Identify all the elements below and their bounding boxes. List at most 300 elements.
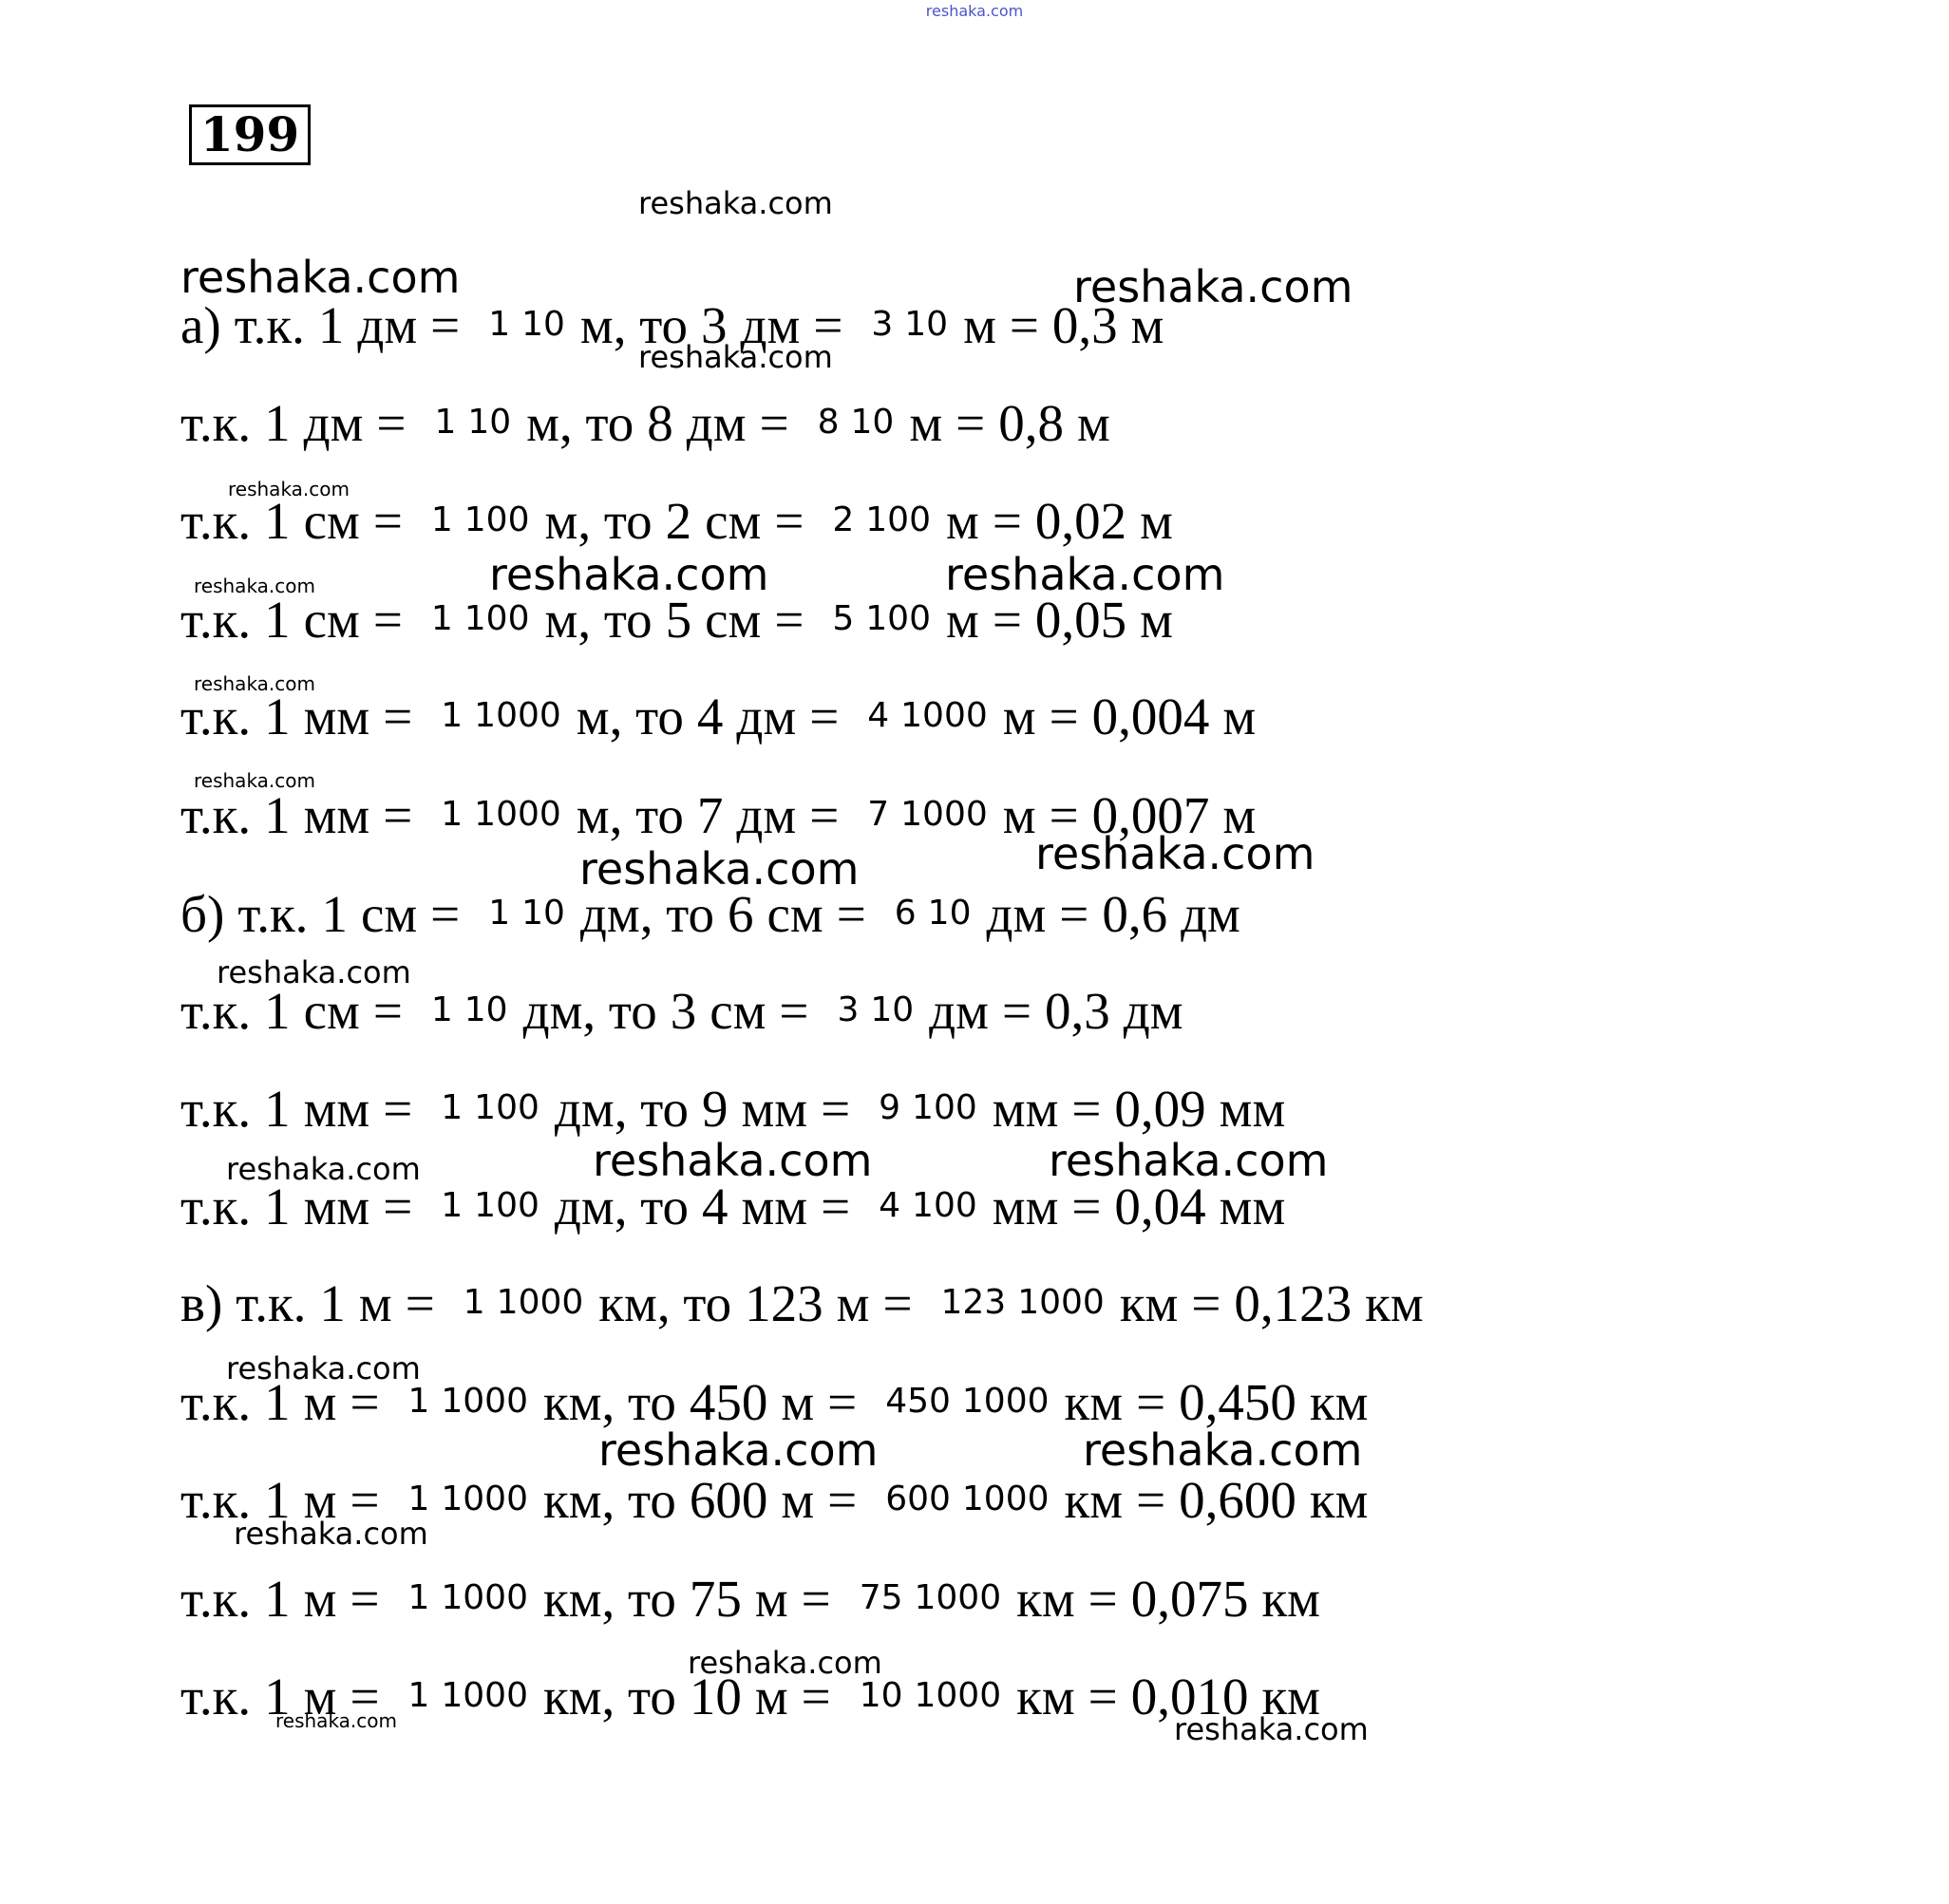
quantity-unit: мм xyxy=(741,1079,808,1138)
unit: мм xyxy=(303,687,370,745)
equals-sign: = xyxy=(1059,884,1089,943)
unit: см xyxy=(303,491,360,550)
since-abbrev: т.к. xyxy=(180,981,252,1040)
watermark-text: reshaka.com xyxy=(688,1645,882,1681)
unit-fraction-denominator: 1000 xyxy=(441,1676,528,1715)
one-value: 1 xyxy=(264,590,291,649)
unit: м xyxy=(358,1273,392,1332)
then-word: , то xyxy=(609,687,684,745)
result-unit: мм xyxy=(1219,1177,1286,1235)
equation-line xyxy=(180,864,1605,963)
quantity: 75 xyxy=(689,1569,742,1628)
unit-fraction-numerator: 1 xyxy=(441,795,464,834)
equals-sign: = xyxy=(992,590,1022,649)
result-fraction xyxy=(873,1085,983,1131)
equals-sign: = xyxy=(1071,1177,1102,1235)
equals-sign: = xyxy=(774,590,804,649)
quantity-unit: м xyxy=(781,1372,815,1431)
result-fraction-denominator: 100 xyxy=(912,1088,977,1127)
decimal-result: 0,04 xyxy=(1114,1177,1206,1235)
result-fraction xyxy=(831,988,919,1033)
since-abbrev: т.к. xyxy=(236,1273,307,1332)
quantity-unit: м xyxy=(781,1470,815,1529)
equals-sign: = xyxy=(1136,1372,1166,1431)
fraction-unit: м xyxy=(963,295,996,354)
unit-fraction xyxy=(426,596,536,642)
quantity: 600 xyxy=(689,1470,768,1529)
decimal-result: 0,3 xyxy=(1051,295,1118,354)
fraction-unit: м xyxy=(1002,785,1036,844)
equals-sign: = xyxy=(350,1470,380,1529)
unit-fraction-denominator: 100 xyxy=(464,500,530,539)
equals-sign: = xyxy=(779,981,809,1040)
one-value: 1 xyxy=(319,1273,346,1332)
decimal-result: 0,09 xyxy=(1114,1079,1206,1138)
unit-fraction-numerator: 1 xyxy=(441,696,464,735)
unit-fraction-numerator: 1 xyxy=(434,403,457,442)
result-fraction-denominator: 100 xyxy=(912,1186,977,1225)
unit-fraction-denominator: 1000 xyxy=(441,1480,528,1518)
unit-fraction xyxy=(426,498,536,543)
equals-sign: = xyxy=(1191,1273,1221,1332)
unit-fraction-numerator: 1 xyxy=(407,1676,430,1715)
unit-fraction xyxy=(435,693,567,739)
base-unit: дм xyxy=(522,981,583,1040)
base-unit: м xyxy=(576,785,610,844)
quantity: 3 xyxy=(670,981,697,1040)
watermark-text: reshaka.com xyxy=(194,672,315,695)
unit: мм xyxy=(303,1079,370,1138)
result-unit: м xyxy=(1222,785,1257,844)
unit-fraction xyxy=(428,400,517,445)
equals-sign: = xyxy=(383,1177,413,1235)
then-word: , то xyxy=(613,295,689,354)
unit-fraction-numerator: 1 xyxy=(407,1578,430,1617)
result-fraction xyxy=(865,302,954,348)
result-unit: мм xyxy=(1219,1079,1286,1138)
unit: дм xyxy=(303,393,364,452)
decimal-result: 0,05 xyxy=(1034,590,1127,649)
decimal-result: 0,450 xyxy=(1179,1372,1296,1431)
watermark-text: reshaka.com xyxy=(489,549,769,600)
fraction-unit: дм xyxy=(986,884,1047,943)
fraction-unit: км xyxy=(1016,1667,1075,1725)
watermark-text: reshaka.com xyxy=(945,549,1225,600)
equals-sign: = xyxy=(350,1372,380,1431)
result-fraction xyxy=(861,693,993,739)
result-fraction xyxy=(935,1280,1109,1326)
equals-sign: = xyxy=(376,393,407,452)
result-fraction-denominator: 1000 xyxy=(961,1382,1050,1421)
equals-sign: = xyxy=(809,785,840,844)
unit-fraction xyxy=(426,988,514,1033)
equation-line xyxy=(180,471,1605,570)
watermark-text: reshaka.com xyxy=(598,1424,879,1476)
unit: мм xyxy=(303,1177,370,1235)
unit-fraction-denominator: 10 xyxy=(521,894,565,933)
result-fraction-denominator: 1000 xyxy=(900,696,988,735)
result-unit: км xyxy=(1261,1667,1320,1725)
part-label: а) xyxy=(180,295,221,354)
base-unit: км xyxy=(543,1569,602,1628)
equals-sign: = xyxy=(836,884,866,943)
base-unit: км xyxy=(543,1470,602,1529)
result-fraction xyxy=(826,498,937,543)
then-word: , то xyxy=(577,491,653,550)
quantity-unit: м xyxy=(754,1667,788,1725)
result-fraction-numerator: 4 xyxy=(867,696,890,735)
watermark-text: reshaka.com xyxy=(1083,1424,1363,1476)
part-label: в) xyxy=(180,1273,223,1332)
base-unit: км xyxy=(543,1372,602,1431)
watermark-text: reshaka.com xyxy=(226,1350,421,1386)
result-unit: км xyxy=(1309,1372,1369,1431)
equation-line xyxy=(180,1059,1605,1158)
since-abbrev: т.к. xyxy=(180,590,252,649)
watermark-text: reshaka.com xyxy=(638,339,833,375)
equation-line xyxy=(180,667,1605,765)
quantity: 4 xyxy=(696,687,724,745)
result-unit: км xyxy=(1309,1470,1369,1529)
watermark-text: reshaka.com xyxy=(194,575,315,597)
watermark-text: reshaka.com xyxy=(226,1151,421,1187)
result-unit: км xyxy=(1365,1273,1424,1332)
result-fraction-numerator: 2 xyxy=(832,500,855,539)
then-word: , то xyxy=(614,1079,689,1138)
watermark-text: reshaka.com xyxy=(1049,1135,1329,1186)
result-fraction-numerator: 3 xyxy=(837,990,860,1029)
watermark-text: reshaka.com xyxy=(1174,1711,1369,1747)
watermark-text: reshaka.com xyxy=(217,954,411,990)
since-abbrev: т.к. xyxy=(180,1470,252,1529)
result-fraction-denominator: 100 xyxy=(865,500,931,539)
quantity: 123 xyxy=(745,1273,823,1332)
unit-fraction xyxy=(483,302,571,348)
equals-sign: = xyxy=(809,687,840,745)
unit: см xyxy=(360,884,418,943)
equals-sign: = xyxy=(430,295,461,354)
unit-fraction xyxy=(402,1575,534,1621)
quantity: 4 xyxy=(702,1177,729,1235)
equals-sign: = xyxy=(813,295,843,354)
unit-fraction-denominator: 1000 xyxy=(441,1578,528,1617)
base-unit: дм xyxy=(579,884,640,943)
equation-line xyxy=(180,765,1605,864)
fraction-unit: км xyxy=(1064,1372,1124,1431)
fraction-unit: м xyxy=(1002,687,1036,745)
watermark-text: reshaka.com xyxy=(593,1135,873,1186)
unit-fraction-denominator: 10 xyxy=(464,990,508,1029)
equals-sign: = xyxy=(801,1667,831,1725)
result-fraction-numerator: 600 xyxy=(885,1480,951,1518)
quantity: 9 xyxy=(702,1079,729,1138)
decimal-result: 0,123 xyxy=(1234,1273,1353,1332)
quantity-unit: см xyxy=(710,981,766,1040)
base-unit: м xyxy=(544,590,578,649)
equation-line xyxy=(180,1549,1605,1648)
then-word: , то xyxy=(601,1569,676,1628)
base-unit: м xyxy=(526,393,559,452)
unit-fraction-denominator: 1000 xyxy=(474,696,561,735)
result-fraction-denominator: 1000 xyxy=(1017,1283,1105,1322)
result-fraction-numerator: 450 xyxy=(885,1382,951,1421)
result-unit: м xyxy=(1140,491,1173,550)
equals-sign: = xyxy=(1088,1569,1118,1628)
result-unit: м xyxy=(1222,687,1257,745)
watermark-text: reshaka.com xyxy=(579,843,860,895)
then-word: , то xyxy=(656,1273,732,1332)
unit: см xyxy=(303,981,360,1040)
one-value: 1 xyxy=(321,884,348,943)
watermark-text: reshaka.com xyxy=(1035,828,1315,879)
one-value: 1 xyxy=(264,1177,291,1235)
equals-sign: = xyxy=(759,393,789,452)
equals-sign: = xyxy=(1049,687,1079,745)
decimal-result: 0,6 xyxy=(1102,884,1168,943)
quantity: 10 xyxy=(689,1667,742,1725)
since-abbrev: т.к. xyxy=(180,687,252,745)
equals-sign: = xyxy=(372,590,403,649)
watermark-text: reshaka.com xyxy=(180,252,461,303)
one-value: 1 xyxy=(264,1569,291,1628)
base-unit: км xyxy=(598,1273,657,1332)
unit-fraction xyxy=(435,792,567,838)
equals-sign: = xyxy=(372,981,403,1040)
fraction-unit: км xyxy=(1064,1470,1124,1529)
result-fraction xyxy=(873,1183,983,1229)
quantity-unit: мм xyxy=(741,1177,808,1235)
base-unit: дм xyxy=(554,1177,615,1235)
quantity: 8 xyxy=(647,393,673,452)
unit: м xyxy=(303,1667,337,1725)
one-value: 1 xyxy=(264,491,291,550)
quantity-unit: м xyxy=(754,1569,788,1628)
equals-sign: = xyxy=(383,1079,413,1138)
since-abbrev: т.к. xyxy=(180,785,252,844)
result-fraction-denominator: 10 xyxy=(927,894,972,933)
unit-fraction-numerator: 1 xyxy=(488,305,511,344)
decimal-result: 0,8 xyxy=(998,393,1064,452)
result-fraction-numerator: 7 xyxy=(867,795,890,834)
result-fraction-numerator: 123 xyxy=(940,1283,1007,1322)
decimal-result: 0,010 xyxy=(1130,1667,1249,1725)
fraction-unit: км xyxy=(1119,1273,1179,1332)
quantity: 2 xyxy=(665,491,692,550)
unit-fraction-numerator: 1 xyxy=(430,500,453,539)
quantity-unit: дм xyxy=(686,393,747,452)
watermark-text: reshaka.com xyxy=(228,478,350,500)
unit: мм xyxy=(303,785,370,844)
equals-sign: = xyxy=(956,393,986,452)
result-fraction-numerator: 3 xyxy=(871,305,894,344)
unit-fraction xyxy=(402,1673,534,1719)
equals-sign: = xyxy=(383,687,413,745)
quantity-unit: дм xyxy=(736,785,797,844)
unit-fraction xyxy=(458,1280,590,1326)
quantity-unit: см xyxy=(705,590,762,649)
unit-fraction-denominator: 1000 xyxy=(474,795,561,834)
one-value: 1 xyxy=(264,393,291,452)
unit-fraction xyxy=(435,1085,545,1131)
quantity: 450 xyxy=(689,1372,768,1431)
one-value: 1 xyxy=(264,1470,291,1529)
result-fraction-denominator: 100 xyxy=(865,599,931,638)
one-value: 1 xyxy=(264,1667,291,1725)
fraction-unit: км xyxy=(1016,1569,1075,1628)
quantity: 5 xyxy=(665,590,692,649)
result-unit: км xyxy=(1261,1569,1320,1628)
since-abbrev: т.к. xyxy=(180,393,252,452)
task-number-box: 199 xyxy=(189,104,311,165)
base-unit: м xyxy=(576,687,610,745)
then-word: , то xyxy=(582,981,657,1040)
quantity-unit: см xyxy=(766,884,823,943)
since-abbrev: т.к. xyxy=(234,295,305,354)
unit-fraction-numerator: 1 xyxy=(441,1088,464,1127)
then-word: , то xyxy=(639,884,715,943)
unit-fraction-numerator: 1 xyxy=(430,599,453,638)
unit-fraction-numerator: 1 xyxy=(441,1186,464,1225)
equals-sign: = xyxy=(1049,785,1079,844)
then-word: , то xyxy=(609,785,684,844)
fraction-unit: дм xyxy=(929,981,989,1040)
result-fraction-denominator: 1000 xyxy=(914,1676,1002,1715)
equals-sign: = xyxy=(821,1079,851,1138)
unit: м xyxy=(303,1470,337,1529)
unit-fraction-denominator: 1000 xyxy=(496,1283,584,1322)
result-fraction xyxy=(880,1379,1054,1424)
unit-fraction-denominator: 100 xyxy=(474,1186,539,1225)
equation-line xyxy=(180,1254,1605,1352)
one-value: 1 xyxy=(317,295,345,354)
watermark-text: reshaka.com xyxy=(1073,261,1353,312)
unit-fraction-numerator: 1 xyxy=(488,894,511,933)
one-value: 1 xyxy=(264,1079,291,1138)
part-label: б) xyxy=(180,884,225,943)
fraction-unit: мм xyxy=(992,1177,1059,1235)
result-fraction-numerator: 10 xyxy=(859,1676,903,1715)
since-abbrev: т.к. xyxy=(180,1372,252,1431)
quantity-unit: см xyxy=(705,491,762,550)
equals-sign: = xyxy=(801,1569,831,1628)
one-value: 1 xyxy=(264,1372,291,1431)
equals-sign: = xyxy=(430,884,461,943)
one-value: 1 xyxy=(264,687,291,745)
then-word: , то xyxy=(577,590,653,649)
unit-fraction-denominator: 10 xyxy=(521,305,565,344)
equals-sign: = xyxy=(1009,295,1039,354)
result-unit: дм xyxy=(1181,884,1240,943)
quantity: 3 xyxy=(701,295,728,354)
equation-line xyxy=(180,570,1605,669)
unit-fraction-denominator: 1000 xyxy=(441,1382,528,1421)
equals-sign: = xyxy=(827,1470,858,1529)
equals-sign: = xyxy=(821,1177,851,1235)
base-unit: дм xyxy=(554,1079,615,1138)
then-word: , то xyxy=(601,1372,676,1431)
unit: дм xyxy=(357,295,418,354)
unit-fraction xyxy=(435,1183,545,1229)
result-fraction xyxy=(889,891,977,936)
result-fraction-denominator: 1000 xyxy=(961,1480,1050,1518)
result-fraction-denominator: 10 xyxy=(850,403,895,442)
watermark-text: reshaka.com xyxy=(275,1709,397,1732)
equals-sign: = xyxy=(1071,1079,1102,1138)
quantity: 6 xyxy=(728,884,754,943)
quantity-unit: дм xyxy=(740,295,801,354)
fraction-unit: м xyxy=(946,590,979,649)
result-fraction-denominator: 1000 xyxy=(900,795,988,834)
result-fraction-denominator: 1000 xyxy=(914,1578,1002,1617)
unit: м xyxy=(303,1569,337,1628)
result-fraction xyxy=(826,596,937,642)
unit-fraction-denominator: 10 xyxy=(467,403,512,442)
watermark-text: reshaka.com xyxy=(638,185,833,221)
result-fraction xyxy=(861,792,993,838)
equals-sign: = xyxy=(350,1667,380,1725)
equals-sign: = xyxy=(350,1569,380,1628)
unit-fraction-numerator: 1 xyxy=(407,1382,430,1421)
since-abbrev: т.к. xyxy=(180,491,252,550)
result-unit: м xyxy=(1076,393,1110,452)
result-unit: дм xyxy=(1123,981,1183,1040)
base-unit: м xyxy=(544,491,578,550)
since-abbrev: т.к. xyxy=(180,1667,252,1725)
equals-sign: = xyxy=(1088,1667,1118,1725)
unit-fraction-denominator: 100 xyxy=(474,1088,539,1127)
unit-fraction-numerator: 1 xyxy=(463,1283,485,1322)
decimal-result: 0,3 xyxy=(1045,981,1110,1040)
result-fraction xyxy=(880,1477,1054,1522)
result-fraction-numerator: 75 xyxy=(859,1578,903,1617)
equals-sign: = xyxy=(405,1273,435,1332)
since-abbrev: т.к. xyxy=(180,1177,252,1235)
result-fraction-numerator: 5 xyxy=(832,599,855,638)
unit: см xyxy=(303,590,360,649)
equation-line xyxy=(180,373,1605,472)
result-fraction-numerator: 4 xyxy=(879,1186,901,1225)
decimal-result: 0,075 xyxy=(1130,1569,1249,1628)
since-abbrev: т.к. xyxy=(180,1079,252,1138)
equals-sign: = xyxy=(992,491,1022,550)
one-value: 1 xyxy=(264,785,291,844)
result-fraction-numerator: 6 xyxy=(894,894,917,933)
decimal-result: 0,004 xyxy=(1091,687,1210,745)
unit-fraction xyxy=(402,1379,534,1424)
base-unit: м xyxy=(579,295,614,354)
then-word: , то xyxy=(601,1470,676,1529)
equals-sign: = xyxy=(372,491,403,550)
quantity-unit: м xyxy=(836,1273,870,1332)
result-fraction-denominator: 10 xyxy=(904,305,949,344)
result-fraction xyxy=(854,1575,1007,1621)
since-abbrev: т.к. xyxy=(180,1569,252,1628)
since-abbrev: т.к. xyxy=(237,884,309,943)
equals-sign: = xyxy=(1136,1470,1166,1529)
result-unit: м xyxy=(1130,295,1164,354)
then-word: , то xyxy=(601,1667,676,1725)
quantity: 7 xyxy=(696,785,724,844)
unit-fraction-numerator: 1 xyxy=(407,1480,430,1518)
decimal-result: 0,007 xyxy=(1091,785,1210,844)
unit: м xyxy=(303,1372,337,1431)
unit-fraction xyxy=(483,891,571,936)
then-word: , то xyxy=(558,393,634,452)
fraction-unit: м xyxy=(946,491,979,550)
watermark-text: reshaka.com xyxy=(234,1516,428,1552)
result-fraction xyxy=(812,400,900,445)
decimal-result: 0,02 xyxy=(1034,491,1127,550)
